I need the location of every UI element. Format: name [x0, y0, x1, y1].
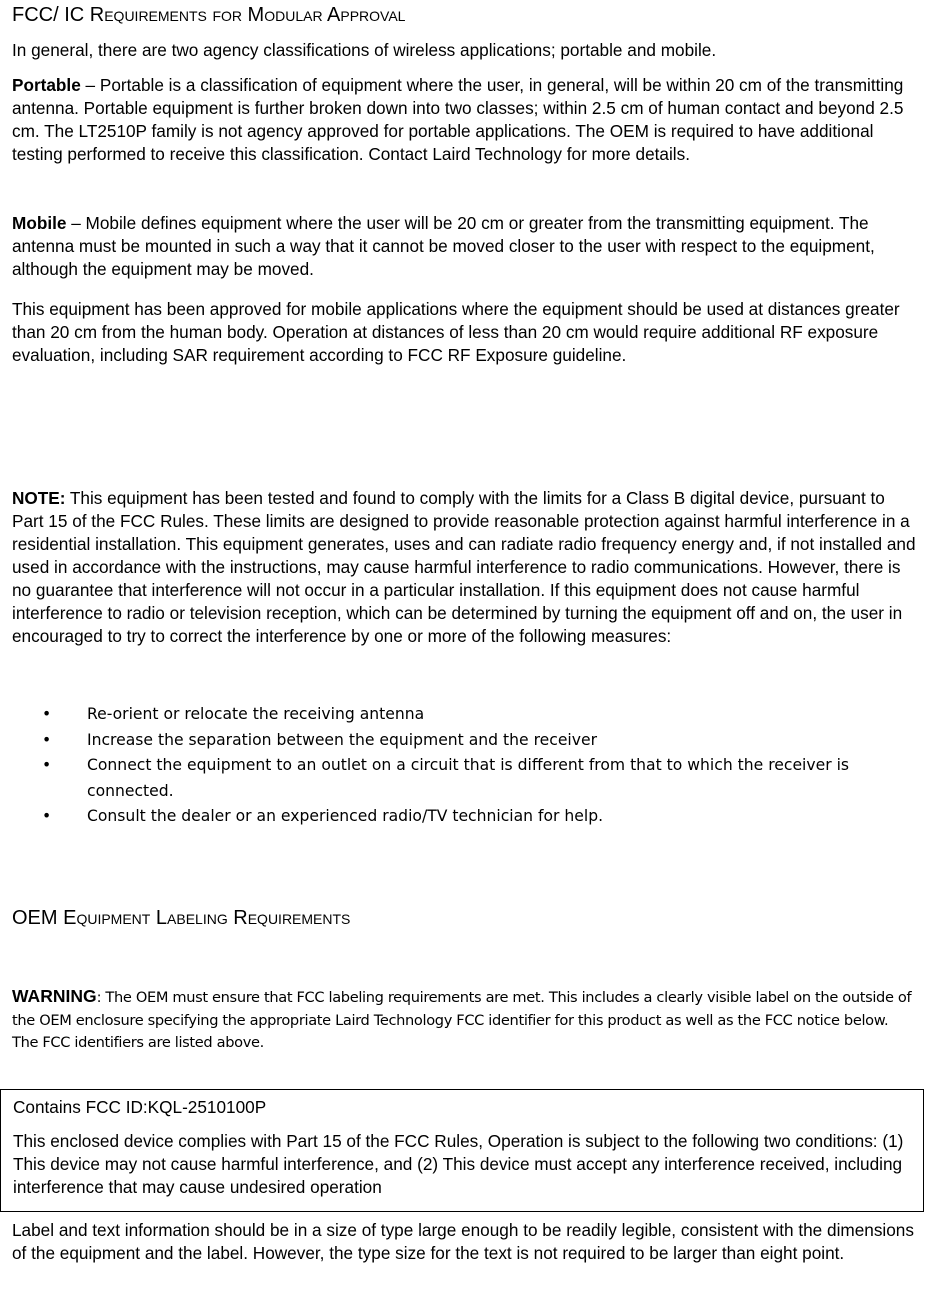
list-item [12, 702, 912, 728]
fcc-id-line: Contains FCC ID:KQL-2510100P [13, 1097, 267, 1117]
measure-text: Increase the separation between the equipment and the receiver [87, 730, 597, 749]
section-heading-modular-approval: FCC/ IC Requirements for Modular Approval [12, 4, 406, 26]
portable-text: – Portable is a classification of equipment where the user, in general, will be within 20 cm of the transmitting antenna. Portable equipment is further broken down into two classes; within 2.5 cm of human contact and beyond 2.5 cm. The LT2510P family is not agency approved for portable applications. The OEM is required to have additional testing performed to receive this classification. Contact Laird Technology for more details. [12, 75, 904, 164]
compliance-text: This enclosed device complies with Part 15 of the FCC Rules, Operation is subject to the following two conditions: (1) This device may not cause harmful interference, and (2) This device must accept any interference received, including interference that may cause undesired operation [13, 1131, 904, 1197]
measure-text: Connect the equipment to an outlet on a circuit that is different from that to which the receiver is connected. [87, 756, 850, 800]
list-item [12, 753, 912, 804]
mobile-term: Mobile [12, 213, 67, 233]
mobile-paragraph [12, 212, 917, 281]
bullet-icon: • [42, 756, 52, 774]
label-size-paragraph: Label and text information should be in a size of type large enough to be readily legible, consistent with the dimensions of the equipment and the label. However, the type size for the text is not required to be larger than eight point. [12, 1220, 914, 1263]
portable-paragraph [12, 74, 917, 166]
warning-term: WARNING [12, 986, 97, 1006]
warning-paragraph [12, 985, 912, 1055]
section-heading-labeling: OEM Equipment Labeling Requirements [12, 907, 351, 929]
bullet-icon: • [42, 807, 52, 825]
measure-text: Consult the dealer or an experienced radio/TV technician for help. [87, 807, 604, 825]
intro-paragraph: In general, there are two agency classifications of wireless applications; portable and mobile. [12, 40, 717, 60]
bullet-icon: • [42, 730, 52, 749]
bullet-icon: • [42, 705, 52, 723]
note-term: NOTE: [12, 488, 66, 508]
portable-term: Portable [12, 75, 81, 95]
note-paragraph [12, 487, 917, 648]
list-item [12, 804, 912, 830]
note-text: This equipment has been tested and found to comply with the limits for a Class B digital device, pursuant to Part 15 of the FCC Rules. These limits are designed to provide reasonable protection against harmful interference in a residential installation. This equipment generates, uses and can radiate radio frequency energy and, if not installed and used in accordance with the instructions, may cause harmful interference to radio communications. However, there is no guarantee that interference will not occur in a particular installation. If this equipment does not cause harmful interference to radio or television reception, which can be determined by turning the equipment off and on, the user in encouraged to try to correct the interference by one or more of the following measures: [12, 488, 916, 646]
measure-text: Re-orient or relocate the receiving antenna [87, 705, 425, 723]
warning-text: : The OEM must ensure that FCC labeling requirements are met. This includes a clearly visible label on the outside of the OEM enclosure specifying the appropriate Laird Technology FCC identifier for this product as well as the FCC notice below. The FCC identifiers are listed above. [12, 989, 912, 1051]
list-item [12, 728, 912, 754]
measures-list [12, 702, 912, 830]
fcc-label-box [0, 1089, 924, 1212]
approval-paragraph: This equipment has been approved for mobile applications where the equipment should be used at distances greater than 20 cm from the human body. Operation at distances of less than 20 cm would require additional RF exposure evaluation, including SAR requirement according to FCC RF Exposure guideline. [12, 299, 900, 365]
mobile-text: – Mobile defines equipment where the user will be 20 cm or greater from the transmitting equipment. The antenna must be mounted in such a way that it cannot be moved closer to the user with respect to the equipment, although the equipment may be moved. [12, 213, 875, 279]
